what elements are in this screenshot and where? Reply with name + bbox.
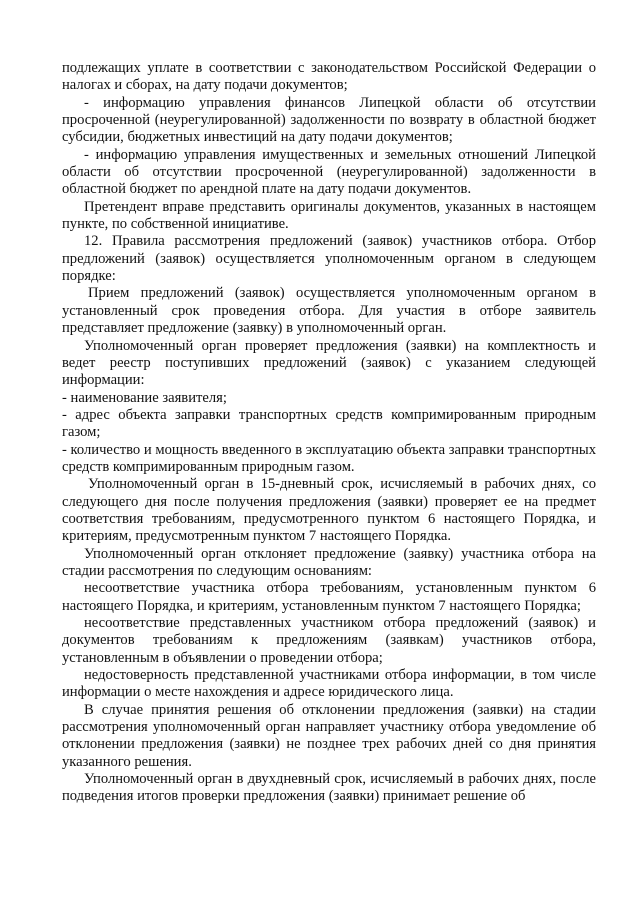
paragraph-registry: Уполномоченный орган проверяет предложения (заявки) на комплектность и ведет реестр поступивших предложений (заявок) с указанием следующей информации:	[62, 337, 596, 389]
paragraph-originals: Претендент вправе представить оригиналы документов, указанных в настоящем пункте, по собственной инициативе.	[62, 198, 596, 233]
paragraph-review-period: Уполномоченный орган в 15-дневный срок, исчисляемый в рабочих днях, со следующего дня после получения предложения (заявки) проверяет ее на предмет соответствия требованиям, предусмотренного пунктом 6 настоящего Порядка, и критериям, предусмотренным пунктом 7 настоящего Порядка.	[62, 476, 596, 545]
paragraph-rejection-notice: В случае принятия решения об отклонении предложения (заявки) на стадии рассмотрения уполномоченный орган направляет участнику отбора уведомление об отклонении предложения (заявки) не позднее трех рабочих дней со дня принятия указанного решения.	[62, 701, 596, 770]
paragraph-rejection-grounds: Уполномоченный орган отклоняет предложение (заявку) участника отбора на стадии рассмотрения по следующим основаниям:	[62, 545, 596, 579]
list-item-applicant-name: - наименование заявителя;	[62, 389, 227, 406]
paragraph-ground-inaccuracy: недостоверность представленной участниками отбора информации, в том числе информации о месте нахождения и адресе юридического лица.	[62, 667, 596, 701]
paragraph-property-info: - информацию управления имущественных и земельных отношений Липецкой области об отсутствии просроченной (неурегулированной) задолженности в областной бюджет по арендной плате на дату подачи документов.	[62, 146, 596, 198]
paragraph-finance-info: - информацию управления финансов Липецкой области об отсутствии просроченной (неурегулированной) задолженности по возврату в областной бюджет субсидии, бюджетных инвестиций на дату подачи документов;	[62, 94, 596, 146]
paragraph-section-12: 12. Правила рассмотрения предложений (заявок) участников отбора. Отбор предложений (заявок) осуществляется уполномоченным органом в следующем порядке:	[62, 233, 596, 285]
list-item-capacity: - количество и мощность введенного в эксплуатацию объекта заправки транспортных средств компримированным природным газом.	[62, 441, 596, 475]
paragraph-ground-documents: несоответствие представленных участником отбора предложений (заявок) и документов требованиям к предложениям (заявкам) участников отбора, установленным в объявлении о проведении отбора;	[62, 615, 596, 666]
paragraph-decision: Уполномоченный орган в двухдневный срок, исчисляемый в рабочих днях, после подведения итогов проверки предложения (заявки) принимает решение об	[62, 771, 596, 805]
document-page	[62, 60, 596, 806]
list-item-station-address: - адрес объекта заправки транспортных средств компримированным природным газом;	[62, 406, 596, 441]
paragraph-submission: Прием предложений (заявок) осуществляется уполномоченным органом в установленный срок проведения отбора. Для участия в отборе заявитель представляет предложение (заявку) в уполномоченный орган.	[62, 285, 596, 337]
paragraph-tax-continuation: подлежащих уплате в соответствии с законодательством Российской Федерации о налогах и сборах, на дату подачи документов;	[62, 60, 596, 94]
paragraph-ground-requirements: несоответствие участника отбора требованиям, установленным пунктом 6 настоящего Порядка, и критериям, установленным пунктом 7 настоящего Порядка;	[62, 580, 596, 614]
